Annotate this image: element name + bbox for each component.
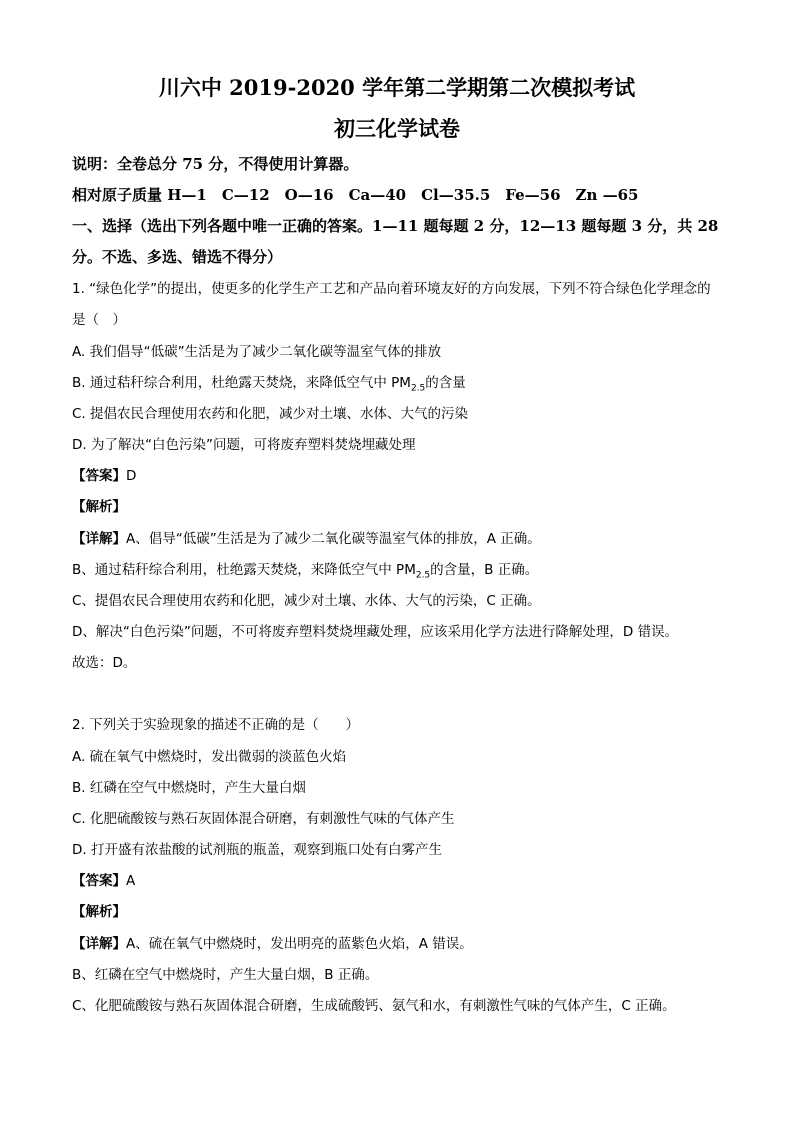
q1-option-b-tail: 的含量 <box>425 375 466 391</box>
q2-option-a: A. 硫在氧气中燃烧时，发出微弱的淡蓝色火焰 <box>72 749 347 765</box>
q1-detail-b-tail: 的含量，B 正确。 <box>430 562 539 578</box>
exam-title: 川六中 2019-2020 学年第二学期第二次模拟考试 <box>158 75 636 100</box>
q1-analysis-label: 【解析】 <box>72 499 126 515</box>
q2-answer-label: 【答案】 <box>72 873 126 889</box>
q2-answer-value: A <box>126 873 136 889</box>
q2-option-b: B. 红磷在空气中燃烧时，产生大量白烟 <box>72 780 306 796</box>
q2-analysis-label: 【解析】 <box>72 904 126 920</box>
atomic-mass-line: 相对原子质量 H—1 C—12 O—16 Ca—40 Cl—35.5 Fe—56 Zn —65 <box>72 186 639 204</box>
q1-option-b <box>72 371 466 394</box>
q1-answer-label: 【答案】 <box>72 468 126 484</box>
q2-option-c: C. 化肥硫酸铵与熟石灰固体混合研磨，有刺激性气味的气体产生 <box>72 811 455 827</box>
q1-stem-line1: 1. “绿色化学”的提出，使更多的化学生产工艺和产品向着环境友好的方向发展，下列不符合绿色化学理念的 <box>72 281 711 297</box>
q1-detail-d: D、解决“白色污染”问题，不可将废弃塑料焚烧埋藏处理，应该采用化学方法进行降解处理，D 错误。 <box>72 624 679 640</box>
q2-option-d: D. 打开盛有浓盐酸的试剂瓶的瓶盖，观察到瓶口处有白雾产生 <box>72 842 442 858</box>
q1-option-b-subscript: 2.5 <box>410 383 426 394</box>
q1-detail-label: 【详解】 <box>72 531 126 547</box>
q1-option-b-text: B. 通过秸秆综合利用，杜绝露天焚烧，来降低空气中 PM <box>72 375 411 391</box>
q1-conclusion: 故选：D。 <box>72 655 137 671</box>
exam-subtitle: 初三化学试卷 <box>334 116 460 141</box>
q1-option-c: C. 提倡农民合理使用农药和化肥，减少对土壤、水体、大气的污染 <box>72 406 469 422</box>
q2-answer <box>72 869 135 889</box>
q2-detail-a <box>72 932 473 952</box>
q1-detail-b <box>72 558 538 581</box>
q2-detail-b: B、红磷在空气中燃烧时，产生大量白烟，B 正确。 <box>72 967 379 983</box>
q1-detail-a <box>72 527 541 547</box>
q2-detail-a-text: A、硫在氧气中燃烧时，发出明亮的蓝紫色火焰，A 错误。 <box>126 936 473 952</box>
exam-note: 说明：全卷总分 75 分，不得使用计算器。 <box>72 155 359 173</box>
q2-stem-line1: 2. 下列关于实验现象的描述不正确的是（ ） <box>72 717 360 733</box>
section-heading-line1: 一、选择（选出下列各题中唯一正确的答案。1—11 题每题 2 分，12—13 题每题 3 分，共 28 <box>72 217 719 235</box>
q1-detail-b-subscript: 2.5 <box>415 570 431 581</box>
q2-detail-c: C、化肥硫酸铵与熟石灰固体混合研磨，生成硫酸钙、氨气和水，有刺激性气味的气体产生，C 正确。 <box>72 998 676 1014</box>
q1-answer <box>72 464 136 484</box>
q1-stem-line2: 是（ ） <box>72 312 126 328</box>
q1-answer-value: D <box>126 468 137 484</box>
q1-detail-a-text: A、倡导“低碳”生活是为了减少二氧化碳等温室气体的排放，A 正确。 <box>126 531 541 547</box>
q1-option-d: D. 为了解决“白色污染”问题，可将废弃塑料焚烧埋藏处理 <box>72 437 416 453</box>
q1-detail-b-text: B、通过秸秆综合利用，杜绝露天焚烧，来降低空气中 PM <box>72 562 416 578</box>
q2-detail-label: 【详解】 <box>72 936 126 952</box>
q1-detail-c: C、提倡农民合理使用农药和化肥，减少对土壤、水体、大气的污染，C 正确。 <box>72 593 541 609</box>
q1-option-a: A. 我们倡导“低碳”生活是为了减少二氧化碳等温室气体的排放 <box>72 344 442 360</box>
section-heading-line2: 分。不选、多选、错选不得分） <box>72 248 283 266</box>
